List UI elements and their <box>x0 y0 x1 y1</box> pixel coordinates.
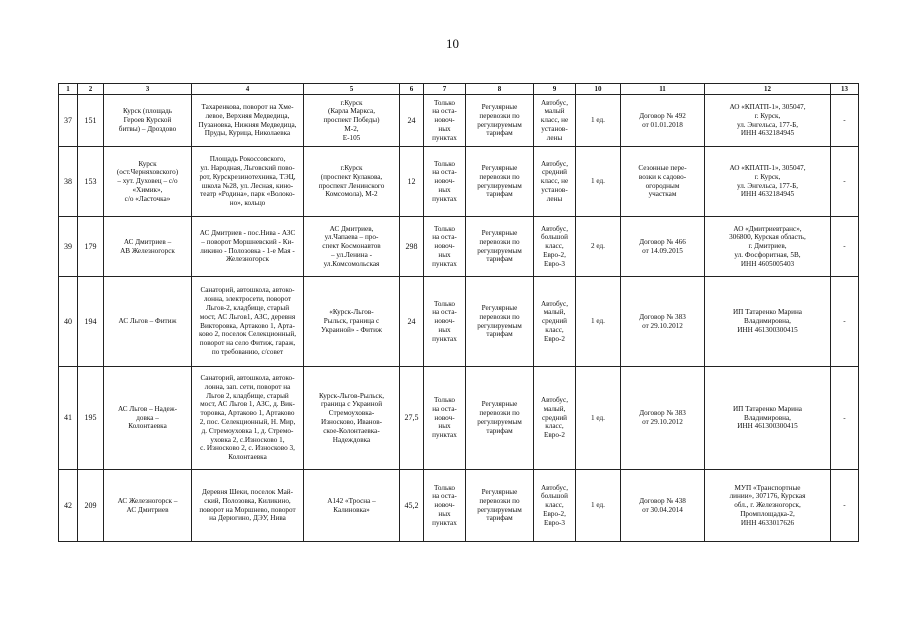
column-header: 3 <box>104 84 192 95</box>
row-number: 37 <box>59 95 78 147</box>
route-number: 179 <box>78 217 104 277</box>
column-header: 7 <box>424 84 466 95</box>
transport-type: Регулярные перевозки по регулируемым тарифам <box>466 470 534 542</box>
route-number: 194 <box>78 277 104 367</box>
route-number: 151 <box>78 95 104 147</box>
intermediate-stops: Тахаренкова, поворот на Хме- левое, Верхняя Медведица, Пузановка, Нижняя Медведица, Пруды, Курица, Николаевка <box>192 95 304 147</box>
column-header: 8 <box>466 84 534 95</box>
table-row <box>59 367 859 470</box>
route-number: 153 <box>78 147 104 217</box>
streets-roads: г.Курск (проспект Кулакова, проспект Ленинского Комсомола), М-2 <box>304 147 400 217</box>
contract-info: Договор № 383 от 29.10.2012 <box>621 367 705 470</box>
carrier-info: АО «КПАТП-1», 305047, г. Курск, ул. Энгельса, 177-Б, ИНН 4632184945 <box>705 147 831 217</box>
column-header: 9 <box>534 84 576 95</box>
vehicle-class: Автобус, малый класс, не установ- лены <box>534 95 576 147</box>
column-header: 13 <box>831 84 859 95</box>
streets-roads: «Курск-Льгов- Рыльск, граница с Украиной» - Фитиж <box>304 277 400 367</box>
boarding-procedure: Только на оста- новоч- ных пунктах <box>424 277 466 367</box>
row-number: 42 <box>59 470 78 542</box>
column-header: 5 <box>304 84 400 95</box>
row-number: 40 <box>59 277 78 367</box>
contract-info: Сезонные пере- возки к садово- огородным участкам <box>621 147 705 217</box>
column-header: 1 <box>59 84 78 95</box>
boarding-procedure: Только на оста- новоч- ных пунктах <box>424 367 466 470</box>
route-name: АС Железногорск – АС Дмитриев <box>104 470 192 542</box>
transport-type: Регулярные перевозки по регулируемым тарифам <box>466 217 534 277</box>
contract-info: Договор № 466 от 14.09.2015 <box>621 217 705 277</box>
table-row <box>59 147 859 217</box>
vehicle-count: 1 ед. <box>576 470 621 542</box>
routes-table <box>58 83 859 542</box>
route-number: 209 <box>78 470 104 542</box>
row-number: 39 <box>59 217 78 277</box>
carrier-info: АО «КПАТП-1», 305047, г. Курск, ул. Энгельса, 177-Б, ИНН 4632184945 <box>705 95 831 147</box>
notes: - <box>831 147 859 217</box>
intermediate-stops: АС Дмитриев - пос.Нива - АЗС – поворот Моршневский - Ки- ликино - Полозовка - 1-е Мая - Железногорск <box>192 217 304 277</box>
intermediate-stops: Деревня Шеки, поселок Май- ский, Полозовка, Киликино, поворот на Моршнево, поворот на Дерюгино, ДЭУ, Нива <box>192 470 304 542</box>
intermediate-stops: Санаторий, автошкола, автоко- лонна, зап. сети, поворот на Льгов 2, кладбище, старый мост, АС Льгов 1, АЗС, д. Вик- торовка, Артаково 1, Артаково 2, пос. Селекционный, Н. Мир, д. Стремоуховка 1, д. Стремо- уховка 2, с.Износково 1, с. Износково 2, с. Износково 3, Колонтаевка <box>192 367 304 470</box>
boarding-procedure: Только на оста- новоч- ных пунктах <box>424 470 466 542</box>
row-number: 41 <box>59 367 78 470</box>
route-length: 24 <box>400 277 424 367</box>
route-name: Курск (площадь Героев Курской битвы) – Дроздово <box>104 95 192 147</box>
route-number: 195 <box>78 367 104 470</box>
carrier-info: ИП Татаренко Марина Владимировна, ИНН 461300300415 <box>705 277 831 367</box>
carrier-info: АО «Дмитриевтранс», 306800, Курская область, г. Дмитриев, ул. Фосфоритная, 5В, ИНН 4605005403 <box>705 217 831 277</box>
transport-type: Регулярные перевозки по регулируемым тарифам <box>466 367 534 470</box>
column-header: 10 <box>576 84 621 95</box>
intermediate-stops: Площадь Рокоссовского, ул. Народная, Льговский пово- рот, Курскрезинотехника, ТЭЦ, школа №28, ул. Лесная, кино- театр «Родина», парк «Волоко- но», кольцо <box>192 147 304 217</box>
vehicle-count: 2 ед. <box>576 217 621 277</box>
contract-info: Договор № 438 от 30.04.2014 <box>621 470 705 542</box>
table-header-row <box>59 84 859 95</box>
streets-roads: АС Дмитриев, ул.Чапаева – про- спект Космонавтов – ул.Ленина - ул.Комсомольская <box>304 217 400 277</box>
page-number: 10 <box>446 36 459 51</box>
row-number: 38 <box>59 147 78 217</box>
vehicle-class: Автобус, большой класс, Евро-2, Евро-3 <box>534 217 576 277</box>
streets-roads: г.Курск (Карла Маркса, проспект Победы) М-2, Е-105 <box>304 95 400 147</box>
column-header: 11 <box>621 84 705 95</box>
route-name: АС Льгов – Надеж- довка – Колонтаевка <box>104 367 192 470</box>
route-length: 298 <box>400 217 424 277</box>
route-length: 45,2 <box>400 470 424 542</box>
boarding-procedure: Только на оста- новоч- ных пунктах <box>424 95 466 147</box>
table-row <box>59 217 859 277</box>
vehicle-count: 1 ед. <box>576 277 621 367</box>
notes: - <box>831 217 859 277</box>
boarding-procedure: Только на оста- новоч- ных пунктах <box>424 217 466 277</box>
column-header: 2 <box>78 84 104 95</box>
column-header: 6 <box>400 84 424 95</box>
route-length: 24 <box>400 95 424 147</box>
route-name: АС Льгов – Фитиж <box>104 277 192 367</box>
carrier-info: ИП Татаренко Марина Владимировна, ИНН 461300300415 <box>705 367 831 470</box>
intermediate-stops: Санаторий, автошкола, автоко- лонна, электросети, поворот Льгов-2, кладбище, старый мост, АС Льгов1, АЗС, деревня Викторовка, Артаково 1, Арта- ково 2, поселок Селекционный, поворот на село Фитиж, гараж, по требованию, с/совет <box>192 277 304 367</box>
streets-roads: А142 «Тросна – Калиновка» <box>304 470 400 542</box>
vehicle-class: Автобус, средний класс, не установ- лены <box>534 147 576 217</box>
notes: - <box>831 95 859 147</box>
route-name: Курск (ост.Черняховского) – хут. Духовец – с/о «Химик», с/о «Ласточка» <box>104 147 192 217</box>
notes: - <box>831 470 859 542</box>
route-length: 27,5 <box>400 367 424 470</box>
vehicle-count: 1 ед. <box>576 95 621 147</box>
vehicle-class: Автобус, большой класс, Евро-2, Евро-3 <box>534 470 576 542</box>
streets-roads: Курск-Льгов-Рыльск, граница с Украиной Стремоуховка- Износково, Иванов- ское-Колонтаевка- Надеждовка <box>304 367 400 470</box>
table-row <box>59 95 859 147</box>
notes: - <box>831 277 859 367</box>
table-row <box>59 470 859 542</box>
transport-type: Регулярные перевозки по регулируемым тарифам <box>466 147 534 217</box>
column-header: 12 <box>705 84 831 95</box>
carrier-info: МУП «Транспортные линии», 307176, Курская обл., г. Железногорск, Промплощадка-2, ИНН 4633017626 <box>705 470 831 542</box>
route-name: АС Дмитриев – АВ Железногорск <box>104 217 192 277</box>
vehicle-count: 1 ед. <box>576 147 621 217</box>
column-header: 4 <box>192 84 304 95</box>
contract-info: Договор № 383 от 29.10.2012 <box>621 277 705 367</box>
boarding-procedure: Только на оста- новоч- ных пунктах <box>424 147 466 217</box>
contract-info: Договор № 492 от 01.01.2018 <box>621 95 705 147</box>
vehicle-class: Автобус, малый, средний класс, Евро-2 <box>534 277 576 367</box>
transport-type: Регулярные перевозки по регулируемым тарифам <box>466 277 534 367</box>
transport-type: Регулярные перевозки по регулируемым тарифам <box>466 95 534 147</box>
route-length: 12 <box>400 147 424 217</box>
vehicle-class: Автобус, малый, средний класс, Евро-2 <box>534 367 576 470</box>
vehicle-count: 1 ед. <box>576 367 621 470</box>
notes: - <box>831 367 859 470</box>
table-row <box>59 277 859 367</box>
